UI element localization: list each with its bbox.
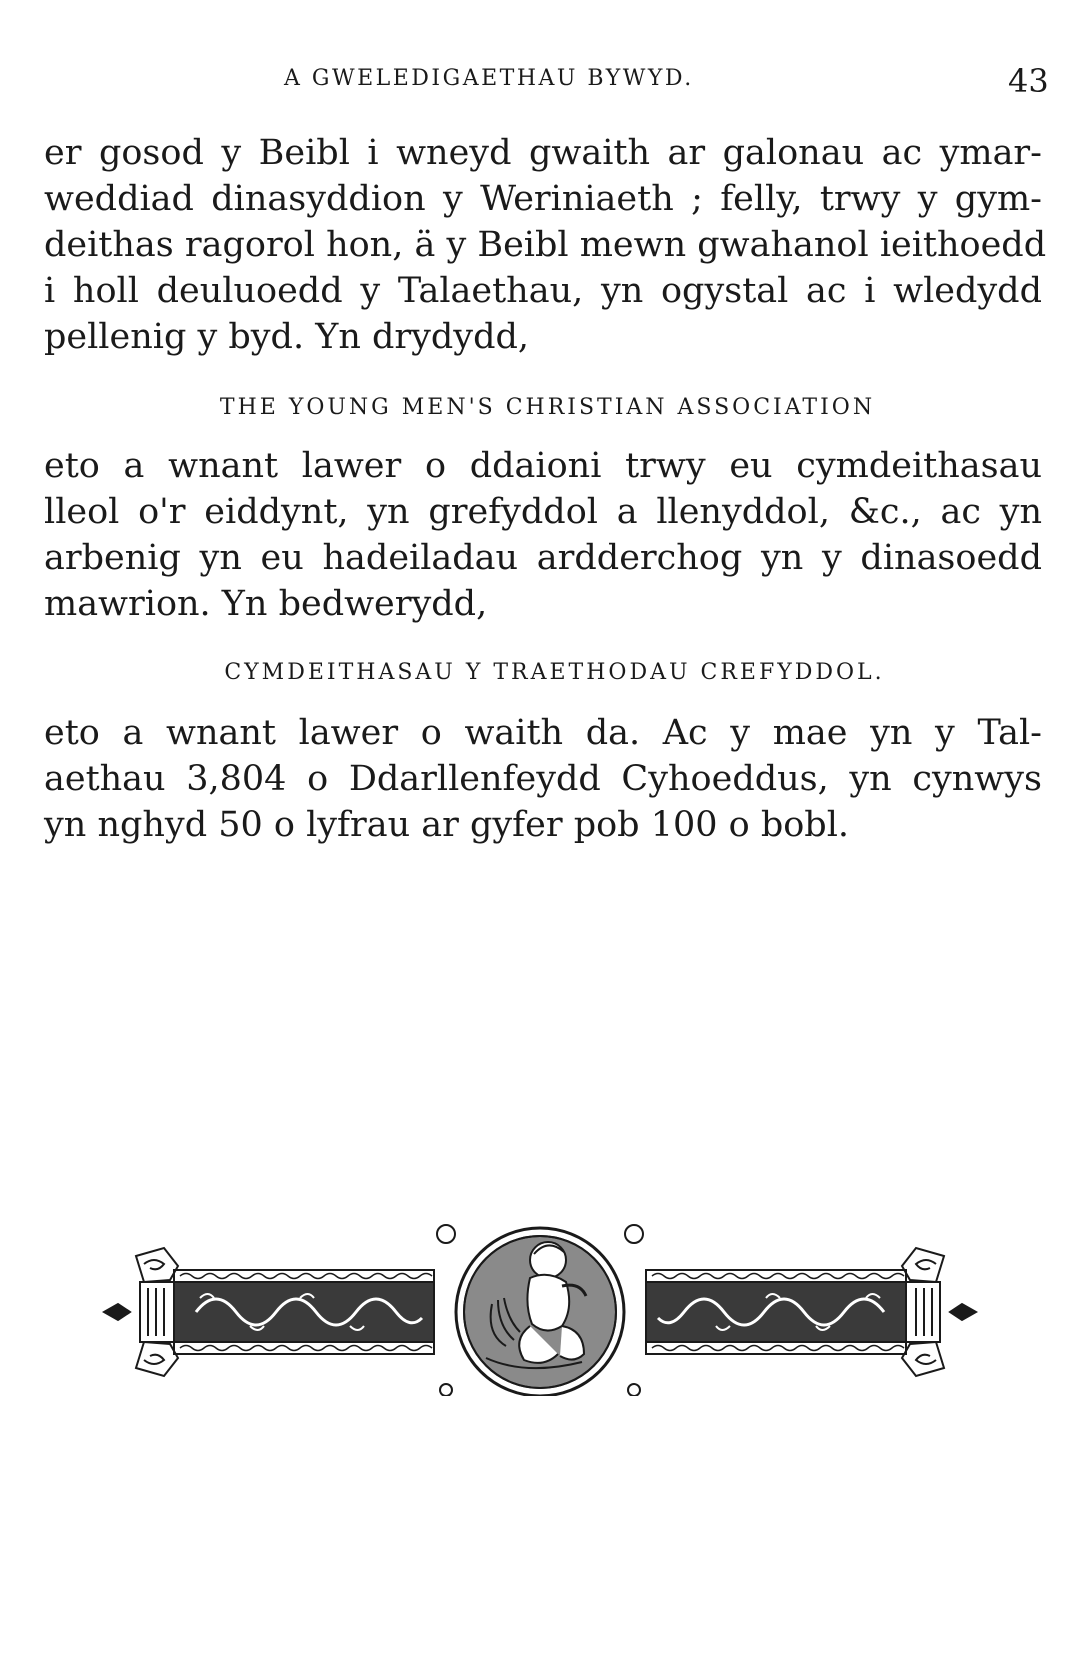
section-heading-ymca: THE YOUNG MEN'S CHRISTIAN ASSOCIATION — [219, 395, 876, 420]
section-heading-tract-societies: CYMDEITHASAU Y TRAETHODAU CREFYDDOL. — [224, 660, 885, 685]
running-title: A GWELEDIGAETHAU BYWYD. — [284, 66, 694, 91]
text-line: pellenig y byd. Yn drydydd, — [44, 317, 530, 357]
text-line: er gosod y Beibl i wneyd gwaith ar galonau ac ymar- — [44, 133, 1042, 173]
text-line: weddiad dinasyddion y Weriniaeth ; felly, trwy y gym- — [44, 179, 1042, 219]
decorative-tailpiece-ornament — [100, 1208, 980, 1396]
text-line: lleol o'r eiddynt, yn grefyddol a llenyddol, &c., ac yn — [44, 492, 1042, 532]
paragraph-3 — [44, 710, 1042, 848]
text-line: i holl deuluoedd y Talaethau, yn ogystal ac i wledydd — [44, 271, 1042, 311]
text-line: aethau 3,804 o Ddarllenfeydd Cyhoeddus, yn cynwys — [44, 759, 1042, 799]
paragraph-1 — [44, 130, 1047, 360]
text-line: eto a wnant lawer o ddaioni trwy eu cymdeithasau — [44, 446, 1042, 486]
running-head — [0, 62, 1085, 102]
text-line: eto a wnant lawer o waith da. Ac y mae yn y Tal- — [44, 713, 1042, 753]
text-line: deithas ragorol hon, ä y Beibl mewn gwahanol ieithoedd — [44, 225, 1047, 265]
paragraph-2 — [44, 443, 1042, 627]
text-line: yn nghyd 50 o lyfrau ar gyfer pob 100 o bobl. — [44, 805, 850, 845]
text-line: arbenig yn eu hadeiladau ardderchog yn y dinasoedd — [44, 538, 1042, 578]
text-line: mawrion. Yn bedwerydd, — [44, 584, 488, 624]
page-number: 43 — [1008, 62, 1049, 100]
